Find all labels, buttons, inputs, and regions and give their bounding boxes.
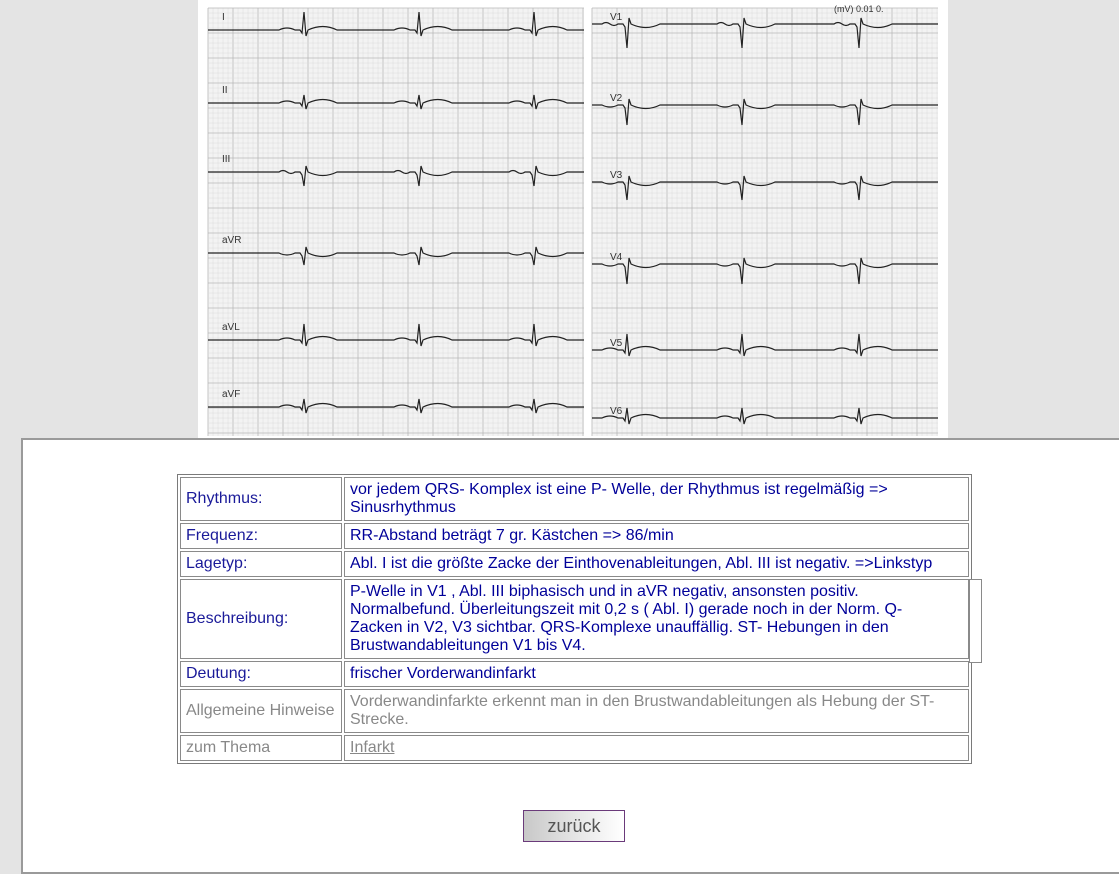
lead-label-V3: V3 [610,170,623,181]
ecg-chart [198,0,948,438]
beschreibung-scrollbar[interactable] [969,579,982,663]
content-panel [21,438,1119,874]
beschreibung-text: P-Welle in V1 , Abl. III biphasisch und in aVR negativ, ansonsten positiv. Normalbefund. Überleitungszeit mit 0,2 s ( Abl. I) gerade noch in der Norm. Q-Zacken in V2, V3 sichtbar. QRS-Komplexe unauffällig. ST- Hebungen in den Brustwandableitungen V1 bis V4. [350,583,903,654]
lead-label-aVL: aVL [222,322,240,333]
ecg-paper-left [208,8,584,436]
lead-label-V1: V1 [610,12,623,23]
value-deutung: frischer Vorderwandinfarkt [344,661,969,687]
lead-label-V5: V5 [610,338,623,349]
lead-label-V2: V2 [610,93,623,104]
value-beschreibung [344,579,969,659]
label-beschreibung: Beschreibung: [180,579,342,659]
value-lagetyp: Abl. I ist die größte Zacke der Einthovenableitungen, Abl. III ist negativ. =>Linkstyp [344,551,969,577]
lead-label-V4: V4 [610,252,623,263]
label-frequenz: Frequenz: [180,523,342,549]
ecg-corner-text: (mV) 0.01 0. [834,4,884,14]
label-deutung: Deutung: [180,661,342,687]
row-rhythmus [180,477,969,521]
row-lagetyp [180,551,969,577]
value-thema [344,735,969,761]
label-lagetyp: Lagetyp: [180,551,342,577]
row-thema [180,735,969,761]
label-thema: zum Thema [180,735,342,761]
lead-label-II: II [222,85,228,96]
label-rhythmus: Rhythmus: [180,477,342,521]
ecg-paper-right [592,8,938,436]
ecg-image [198,0,948,438]
back-button[interactable]: zurück [523,810,625,842]
label-hinweise: Allgemeine Hinweise [180,689,342,733]
row-beschreibung [180,579,969,659]
lead-label-I: I [222,12,225,23]
value-rhythmus: vor jedem QRS- Komplex ist eine P- Welle, der Rhythmus ist regelmäßig => Sinusrhythmus [344,477,969,521]
value-hinweise: Vorderwandinfarkte erkennt man in den Brustwandableitungen als Hebung der ST-Strecke. [344,689,969,733]
lead-label-III: III [222,154,231,165]
value-frequenz: RR-Abstand beträgt 7 gr. Kästchen => 86/min [344,523,969,549]
row-deutung [180,661,969,687]
row-frequenz [180,523,969,549]
findings-table [177,474,972,764]
lead-label-V6: V6 [610,406,623,417]
infarkt-link[interactable]: Infarkt [350,739,395,756]
lead-label-aVR: aVR [222,235,242,246]
row-hinweise [180,689,969,733]
lead-label-aVF: aVF [222,389,241,400]
